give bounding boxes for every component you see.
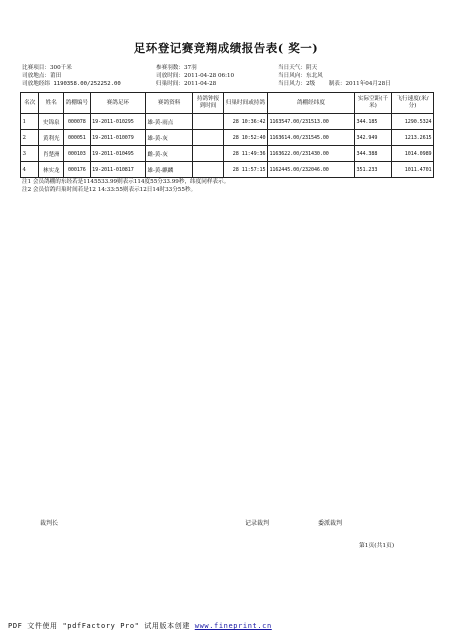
cell-loft-no: 000051 bbox=[64, 130, 91, 146]
cell-loft-coords: 1163614.00/231545.00 bbox=[267, 130, 354, 146]
cell-clock-time bbox=[193, 162, 224, 178]
referee-label: 裁判长 bbox=[40, 520, 59, 527]
info-release-coords: 司放地经纬 1190358.00/252252.00 bbox=[22, 81, 121, 87]
cell-rank: 2 bbox=[21, 130, 39, 146]
cell-distance: 344.185 bbox=[355, 114, 392, 130]
record-referee-label: 记录裁判 bbox=[245, 520, 270, 527]
info-wind-force-row bbox=[278, 80, 391, 88]
results-table bbox=[20, 92, 434, 178]
header-distance: 实际空距(千米) bbox=[355, 93, 392, 114]
note-1: 注1 会员鸽棚的东经若是1145533.99则表示114度55分33.99秒，纬度同样表示。 bbox=[22, 179, 230, 185]
header-rank: 名次 bbox=[21, 93, 39, 114]
cell-speed: 1014.0989 bbox=[391, 146, 433, 162]
cell-distance: 351.233 bbox=[355, 162, 392, 178]
cell-pigeon-info: 雌-黄-灰 bbox=[146, 146, 193, 162]
cell-return-time: 28 11:57:15 bbox=[223, 162, 267, 178]
watermark-text: PDF 文件使用 "pdfFactory Pro" 试用版本创建 bbox=[8, 622, 190, 630]
cell-distance: 344.388 bbox=[355, 146, 392, 162]
info-report-date: 制表：2011年04月28日 bbox=[328, 81, 391, 87]
cell-clock-time bbox=[193, 146, 224, 162]
cell-pigeon-info: 雄-黄-雨点 bbox=[146, 114, 193, 130]
info-entry-count: 参赛羽数：37羽 bbox=[156, 65, 197, 71]
cell-return-time: 28 11:49:36 bbox=[223, 146, 267, 162]
info-wind-direction: 当日风向：东北风 bbox=[278, 73, 323, 79]
table-row bbox=[21, 114, 434, 130]
info-release-place: 司放地点：莆田 bbox=[22, 73, 62, 79]
cell-loft-no: 000176 bbox=[64, 162, 91, 178]
cell-ring: 19-2011-010295 bbox=[90, 114, 145, 130]
info-return-time: 归巢时间：2011-04-28 bbox=[156, 81, 217, 87]
cell-clock-time bbox=[193, 130, 224, 146]
cell-rank: 1 bbox=[21, 114, 39, 130]
cell-return-time: 28 10:52:40 bbox=[223, 130, 267, 146]
table-row bbox=[21, 130, 434, 146]
info-wind-force: 当日风力：2级 bbox=[278, 81, 316, 87]
header-speed: 飞行速度(米/分) bbox=[391, 93, 433, 114]
note-2: 注2 会员信鸽归巢时间若是12 14:33:55则表示12日14时33分55秒。 bbox=[22, 187, 197, 193]
document-title: 足环登记赛竞翔成绩报告表( 奖一) bbox=[133, 41, 319, 55]
notes-block bbox=[22, 178, 229, 194]
header-ring: 赛鸽足环 bbox=[90, 93, 145, 114]
cell-speed: 1213.2615 bbox=[391, 130, 433, 146]
cell-clock-time bbox=[193, 114, 224, 130]
header-pigeon-info: 赛鸽资料 bbox=[146, 93, 193, 114]
page-number: 第1页(共1页) bbox=[359, 543, 395, 549]
cell-loft-coords: 1162445.00/232046.00 bbox=[267, 162, 354, 178]
cell-loft-coords: 1163622.00/231430.00 bbox=[267, 146, 354, 162]
info-release-time: 司放时间：2011-04-28 06:10 bbox=[156, 73, 235, 79]
cell-pigeon-info: 雄-黄-灰 bbox=[146, 130, 193, 146]
header-name: 姓名 bbox=[39, 93, 64, 114]
cell-rank: 4 bbox=[21, 162, 39, 178]
cell-name: 林实龙 bbox=[39, 162, 64, 178]
table-row bbox=[21, 162, 434, 178]
cell-rank: 3 bbox=[21, 146, 39, 162]
cell-name: 肖楚洲 bbox=[39, 146, 64, 162]
cell-loft-coords: 1163547.00/231513.00 bbox=[267, 114, 354, 130]
cell-loft-no: 000078 bbox=[64, 114, 91, 130]
header-loft-no: 鸽棚编号 bbox=[64, 93, 91, 114]
cell-speed: 1011.4701 bbox=[391, 162, 433, 178]
info-column-right bbox=[278, 64, 391, 88]
dispatched-referee-label: 委派裁判 bbox=[318, 520, 343, 527]
cell-speed: 1290.5324 bbox=[391, 114, 433, 130]
cell-return-time: 28 10:36:42 bbox=[223, 114, 267, 130]
watermark-link[interactable]: www.fineprint.cn bbox=[194, 622, 272, 630]
cell-pigeon-info: 雄-黄-麒麟 bbox=[146, 162, 193, 178]
cell-distance: 342.949 bbox=[355, 130, 392, 146]
table-header-row bbox=[21, 93, 434, 114]
cell-loft-no: 000103 bbox=[64, 146, 91, 162]
info-column-left bbox=[22, 64, 121, 88]
header-return-time: 归巢时间或持鸽 bbox=[223, 93, 267, 114]
info-weather: 当日天气：阴天 bbox=[278, 65, 318, 71]
info-race-project: 比赛项目：300千米 bbox=[22, 65, 72, 71]
info-column-middle bbox=[156, 64, 234, 88]
header-loft-coords: 鸽棚经纬度 bbox=[267, 93, 354, 114]
cell-ring: 19-2011-010495 bbox=[90, 146, 145, 162]
cell-name: 史锦泉 bbox=[39, 114, 64, 130]
cell-ring: 19-2011-010817 bbox=[90, 162, 145, 178]
cell-ring: 19-2011-010079 bbox=[90, 130, 145, 146]
header-clock-time: 持鸽钟报到时间 bbox=[193, 93, 224, 114]
cell-name: 黄利光 bbox=[39, 130, 64, 146]
table-row bbox=[21, 146, 434, 162]
pdf-watermark bbox=[8, 621, 272, 631]
